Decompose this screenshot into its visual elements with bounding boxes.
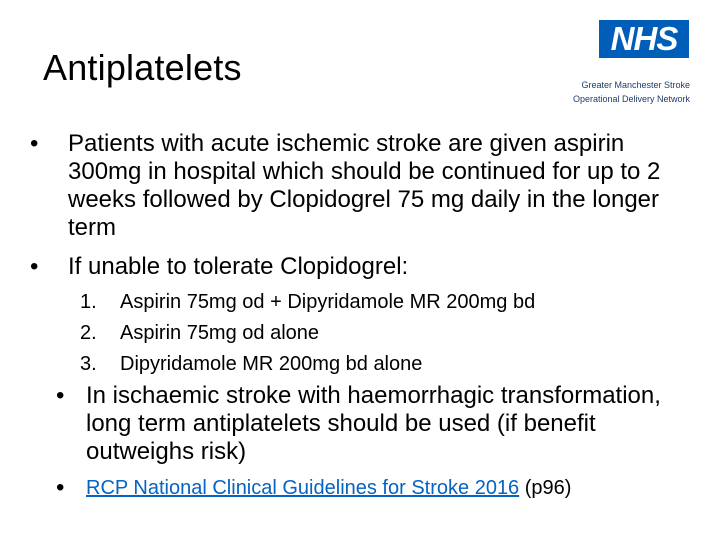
list-item	[80, 349, 680, 380]
list-text: Dipyridamole MR 200mg bd alone	[120, 353, 423, 375]
page-reference: (p96)	[519, 477, 572, 499]
list-number: 3.	[80, 353, 97, 375]
bullet-text: If unable to tolerate Clopidogrel:	[68, 253, 409, 280]
network-name-line1: Greater Manchester Stroke	[581, 80, 690, 90]
list-text: Aspirin 75mg od alone	[120, 322, 320, 344]
network-name-line2: Operational Delivery Network	[572, 94, 690, 104]
list-item	[80, 287, 680, 318]
bullet-text: In ischaemic stroke with haemorrhagic transformation, long term antiplatelets should be used (if benefit outweighs risk)	[86, 382, 661, 465]
list-number: 1.	[80, 291, 97, 313]
bullet-text: Patients with acute ischemic stroke are given aspirin 300mg in hospital which should be continued for up to 2 weeks followed by Clopidogrel 75 mg daily in the longer term	[68, 130, 661, 241]
guidelines-link[interactable]: RCP National Clinical Guidelines for Stroke 2016	[86, 477, 520, 499]
list-number: 2.	[80, 322, 97, 344]
list-item	[80, 318, 680, 349]
bullet-marker: •	[30, 253, 39, 280]
numbered-list	[80, 287, 680, 380]
slide-title: Antiplatelets	[43, 47, 242, 88]
nhs-logo: NHS	[599, 20, 689, 58]
bullet-marker: •	[56, 474, 65, 501]
bullet-marker: •	[30, 130, 39, 157]
bullet-marker: •	[56, 382, 65, 409]
bullet-text	[86, 475, 696, 501]
list-text: Aspirin 75mg od + Dipyridamole MR 200mg bd	[120, 291, 536, 313]
